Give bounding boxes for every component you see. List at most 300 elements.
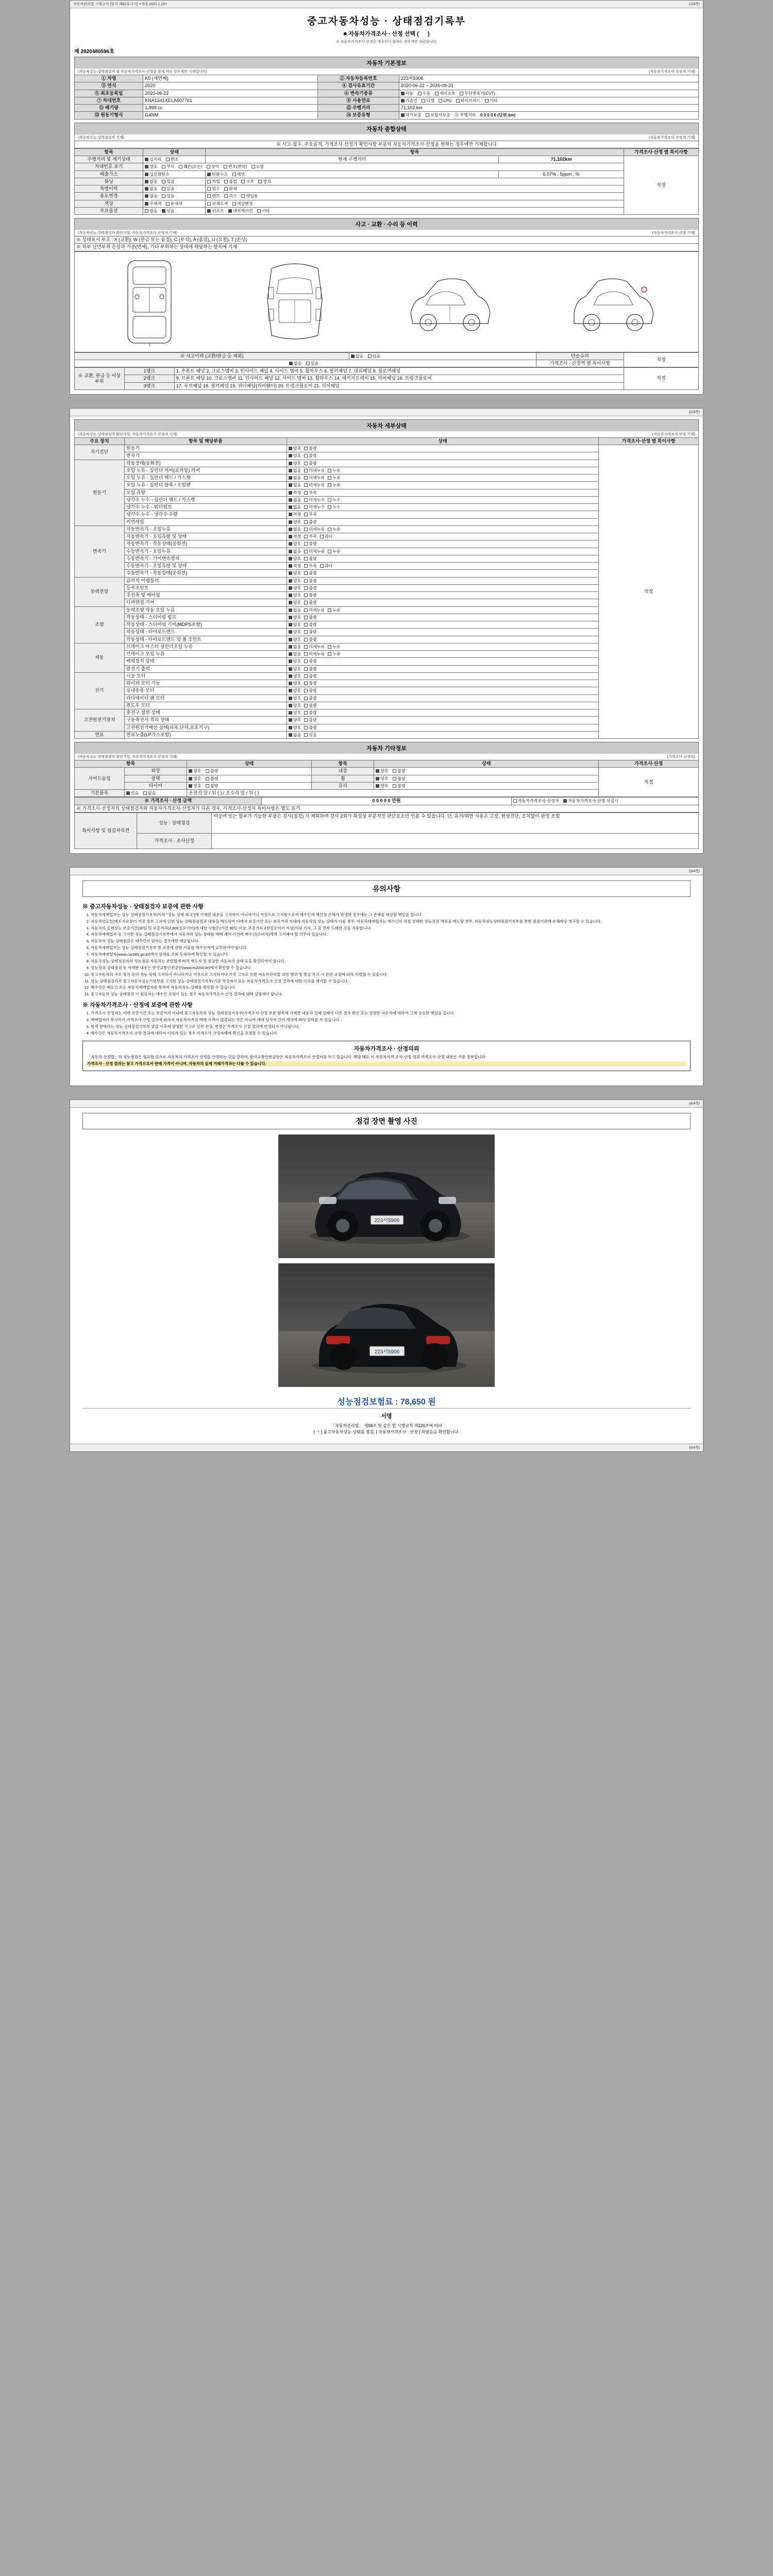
- basic-label-plate: ② 자동차등록번호: [318, 75, 399, 82]
- opt-use-yes[interactable]: 있음: [162, 194, 174, 199]
- option-양호[interactable]: 양호: [289, 615, 301, 620]
- table-row: [75, 163, 699, 171]
- option-미세누유[interactable]: 미세누유: [304, 645, 325, 650]
- opt-co[interactable]: 일산화탄소: [145, 172, 170, 177]
- option-불량[interactable]: 불량: [304, 453, 316, 459]
- option-양호[interactable]: 양호: [289, 667, 301, 672]
- overall-row-color-label: 색상: [75, 200, 143, 207]
- detail-item-label: 수동변속기 - 기어변속장치: [124, 555, 287, 562]
- option-없음[interactable]: 없음: [289, 468, 301, 473]
- checkbox-icon: [241, 194, 245, 198]
- opt-navigation[interactable]: 내비게이션: [228, 209, 253, 214]
- option-없음[interactable]: 없음: [289, 498, 301, 503]
- option-양호[interactable]: 양호: [289, 593, 301, 598]
- checkbox-icon: [304, 711, 308, 715]
- checkbox-icon: [304, 659, 308, 663]
- option-불량[interactable]: 불량: [304, 703, 316, 708]
- option-불량[interactable]: 불량: [304, 696, 316, 701]
- memo-key-1: 성능 · 상태점검: [137, 812, 212, 833]
- opt-achromatic[interactable]: 무채색: [145, 201, 161, 207]
- option-양호[interactable]: 양호: [289, 659, 301, 664]
- option-누수[interactable]: 누수: [328, 498, 340, 503]
- opt-vin-modified[interactable]: 변조(변타): [224, 164, 247, 170]
- basic-sub-right: (자동차가격조사·산정자 기재): [648, 70, 695, 74]
- checkbox-icon: [393, 784, 396, 788]
- option-불량[interactable]: 불량: [304, 615, 316, 620]
- option-양호[interactable]: 양호: [289, 541, 301, 547]
- option-불량[interactable]: 불량: [304, 710, 316, 716]
- option-양호[interactable]: 양호: [289, 703, 301, 708]
- opt-wheel-good[interactable]: 양호: [376, 776, 388, 782]
- document-number-row: [70, 46, 703, 57]
- option-과다[interactable]: 과다: [320, 534, 332, 539]
- option-양호[interactable]: 양호: [289, 600, 301, 605]
- option-불량[interactable]: 불량: [304, 725, 316, 731]
- checkbox-icon: [289, 498, 292, 502]
- option-부족[interactable]: 부족: [304, 534, 316, 539]
- price-summary-note: ※ 가격조사·산정자의 상태점검자와 자동차가격조사·산정자가 다른 경우, 가격조사·산정자 특이사항은 별도 표기: [75, 805, 699, 812]
- list-item: 3. 자동차의 실제성능 보증기간(30일 및 보증거리(2,000킬로미터)에 대한 사항은(기간 30일 이상, 보증거리 2천킬로미터 이상)이내 거리, 그 중 먼저 도래한 것을 적용합니다.: [91, 926, 691, 931]
- option-불량[interactable]: 불량: [304, 541, 316, 547]
- option-누유[interactable]: 누유: [328, 476, 340, 481]
- checkbox-icon: [289, 733, 292, 737]
- opt-lpg[interactable]: LPG: [439, 98, 451, 104]
- detail-item-options: [287, 717, 599, 724]
- option-있음[interactable]: 있음: [304, 733, 316, 738]
- detail-item-options: [287, 687, 599, 694]
- detail-item-options: [287, 643, 599, 650]
- frame-price-note: 적정: [624, 368, 698, 390]
- checkbox-icon: [304, 608, 308, 612]
- option-불량[interactable]: 불량: [304, 446, 316, 451]
- option-불량[interactable]: 불량: [304, 681, 316, 686]
- option-불량[interactable]: 불량: [304, 667, 316, 672]
- table-row: [75, 112, 699, 119]
- memo-title: 특이사항 및 점검자의견: [75, 812, 137, 849]
- option-누유[interactable]: 누유: [328, 652, 340, 657]
- option-미세누유[interactable]: 미세누유: [304, 468, 325, 473]
- opt-real-mileage[interactable]: 실거리: [145, 157, 161, 162]
- option-미세누유[interactable]: 미세누유: [304, 527, 325, 532]
- overall-row-emission-opts: [143, 171, 206, 178]
- checkbox-icon: [304, 462, 308, 465]
- opt-tuning-none[interactable]: 없음: [145, 179, 157, 184]
- opt-sunroof[interactable]: 선루프: [207, 209, 224, 214]
- section-overall-subnote: [74, 134, 699, 141]
- detail-col-3: 가격조사·산정 별 특이사항: [599, 437, 699, 445]
- price-summary-unit: 0 0 0 0 0 만원: [262, 798, 511, 805]
- memo-value-1[interactable]: 비공여 또는 할부가 기능한 부품은 검사(점검) 시 제외하며 검사 2회가 특성상 부분적인 판단요소인 인용 수 있습니다. 단, 유지/위반 사용은 고장, 현상진단, 조치없이 판정 포함: [212, 812, 699, 833]
- car-top-svg: [256, 256, 333, 348]
- checkbox-icon: [289, 697, 292, 700]
- option-미세누수[interactable]: 미세누수: [304, 498, 325, 503]
- opt-vin-different[interactable]: 상이: [207, 164, 219, 170]
- option-없음[interactable]: 없음: [289, 527, 301, 532]
- opt-smoke[interactable]: 매연: [232, 172, 245, 177]
- detail-item-label: 커먼레일: [124, 518, 287, 526]
- checkbox-icon: [328, 608, 331, 612]
- detail-sub-left: (자동차성능·상태점검자 확인사항, 자동차가격조사·산정자 기재): [78, 432, 177, 436]
- checkbox-icon: [460, 92, 463, 95]
- option-없음[interactable]: 없음: [289, 483, 301, 488]
- notice-section-1-title: ※ 중고자동차성능 · 상태점검자 보증에 관한 사항: [82, 903, 204, 910]
- opt-accident-yes[interactable]: 있음: [368, 354, 380, 359]
- page-1-topbar: [70, 1, 703, 8]
- detail-item-label: 자동변속기 - 오일유량 및 상태: [124, 533, 287, 540]
- option-양호[interactable]: 양호: [289, 696, 301, 701]
- option-미세누수[interactable]: 미세누수: [304, 505, 325, 510]
- memo-value-2[interactable]: [212, 833, 699, 849]
- option-누수[interactable]: 누수: [328, 505, 340, 510]
- option-불량[interactable]: 불량: [304, 593, 316, 598]
- option-없음[interactable]: 없음: [289, 549, 301, 554]
- option-불량[interactable]: 불량: [304, 571, 316, 576]
- opt-simple-none[interactable]: 없음: [289, 361, 301, 366]
- checkbox-icon: [126, 791, 130, 795]
- option-양호[interactable]: 양호: [289, 681, 301, 686]
- opt-vin-damage[interactable]: 훼손(오손): [179, 164, 202, 170]
- opt-interior-good[interactable]: 양호: [376, 769, 388, 774]
- option-양호[interactable]: 양호: [289, 579, 301, 584]
- section-basic-info-title: 자동차 기본정보: [74, 57, 699, 69]
- option-양호[interactable]: 양호: [289, 688, 301, 693]
- opt-price-not-done[interactable]: 자동차가격조사·산정 미실시: [563, 799, 618, 804]
- opt-basic-no[interactable]: 없음: [143, 791, 156, 796]
- detail-item-label: 고전원전기배선 상태(피복,단자,보호기구): [124, 724, 287, 731]
- opt-tuning-device[interactable]: 장치: [258, 179, 271, 184]
- checkbox-icon: [393, 777, 396, 781]
- checkbox-icon: [304, 594, 308, 597]
- etc-extra-measure: 운전석 앞 / 뒤 ( ) / 조수석 앞 / 뒤 ( ): [187, 790, 598, 797]
- opt-price-surveyor[interactable]: 자동차가격조사·산정자: [513, 799, 559, 804]
- detail-item-options: [287, 665, 599, 672]
- section-etc-subnote: [74, 754, 699, 760]
- checkbox-icon: [304, 447, 308, 450]
- option-불량[interactable]: 불량: [304, 579, 316, 584]
- option-불량[interactable]: 불량: [304, 718, 316, 723]
- overall-row-mileage-label: 주행거리 및 계기상태: [75, 156, 143, 163]
- option-양호[interactable]: 양호: [289, 622, 301, 628]
- option-없음[interactable]: 없음: [289, 733, 301, 738]
- checkbox-icon: [289, 557, 292, 561]
- opt-commercial[interactable]: 영업용: [241, 194, 258, 199]
- option-불량[interactable]: 불량: [304, 688, 316, 693]
- detail-item-options: [287, 467, 599, 474]
- etc-row-basic-label: 기본품목: [75, 790, 125, 797]
- etc-row-glass-opts: [374, 782, 599, 789]
- opt-altered[interactable]: 변조: [166, 157, 178, 162]
- option-불량[interactable]: 불량: [304, 600, 316, 605]
- opt-rent[interactable]: 렌트: [207, 194, 220, 199]
- opt-self-warranty[interactable]: 자가보증: [401, 113, 422, 118]
- opt-option-none[interactable]: 없음: [145, 209, 157, 214]
- opt-tuning-yes[interactable]: 있음: [162, 179, 174, 184]
- opt-manual[interactable]: 수동: [418, 91, 430, 96]
- detail-item-label: 클러치 어셈블리: [124, 577, 287, 584]
- page-number-2: (2/4쪽): [688, 410, 700, 414]
- option-양호[interactable]: 양호: [289, 461, 301, 466]
- option-양호[interactable]: 양호: [289, 637, 301, 642]
- opt-gasoline[interactable]: 가솔린: [401, 98, 417, 104]
- section-accident-title: 사고 · 교환 · 수리 등 이력: [74, 218, 699, 230]
- detail-item-options: [287, 563, 599, 570]
- opt-lease[interactable]: 리스: [224, 194, 237, 199]
- opt-semiauto[interactable]: 세미오토: [435, 91, 456, 96]
- opt-color-change[interactable]: 색상변경: [232, 201, 253, 207]
- notice-section-2-list: [91, 1011, 691, 1037]
- form-reference: 자동차관리법 시행규칙 [별지 제82호서식] <개정 2021.1.15>: [73, 3, 167, 6]
- option-적정[interactable]: 적정: [289, 534, 301, 539]
- option-부족[interactable]: 부족: [304, 512, 316, 517]
- opt-glass-good[interactable]: 양호: [376, 784, 388, 789]
- opt-insurer-warranty[interactable]: 보험사보증: [426, 113, 450, 118]
- opt-accident-none[interactable]: 없음: [351, 354, 363, 359]
- option-양호[interactable]: 양호: [289, 520, 301, 525]
- opt-simple-yes[interactable]: 있음: [306, 361, 318, 366]
- opt-diesel[interactable]: 디젤: [422, 98, 434, 104]
- option-불량[interactable]: 불량: [304, 520, 316, 525]
- option-부족[interactable]: 부족: [304, 564, 316, 569]
- overall-row-usechange-label: 용도변경: [75, 193, 143, 200]
- checkbox-icon: [166, 158, 170, 161]
- option-양호[interactable]: 양호: [289, 556, 301, 562]
- opt-basic-yes[interactable]: 있음: [126, 791, 139, 796]
- detail-item-label: 와이퍼 모터 기능: [124, 680, 287, 687]
- option-없음[interactable]: 없음: [289, 645, 301, 650]
- opt-glass-bad[interactable]: 불량: [393, 784, 405, 789]
- option-누유[interactable]: 누유: [328, 549, 340, 554]
- opt-tuning-illegal[interactable]: 불법: [224, 179, 237, 184]
- section-overall-title: 자동차 종합상태: [74, 123, 699, 134]
- checkbox-icon: [328, 652, 331, 656]
- option-불량[interactable]: 불량: [304, 586, 316, 591]
- checkbox-icon: [304, 513, 308, 516]
- opt-exterior-good[interactable]: 양호: [189, 769, 201, 774]
- option-양호[interactable]: 양호: [289, 674, 301, 679]
- table-row: [75, 798, 699, 805]
- table-row: [75, 82, 699, 90]
- detail-item-label: 실내송풍 모터: [124, 687, 287, 694]
- option-불량[interactable]: 불량: [304, 556, 316, 562]
- checkbox-icon: [289, 667, 292, 671]
- option-누유[interactable]: 누유: [328, 645, 340, 650]
- accident-history-label: ※ 사고이력 (교환/판금 등 제외): [75, 352, 349, 360]
- option-미세누유[interactable]: 미세누유: [304, 652, 325, 657]
- checkbox-icon: [306, 362, 310, 365]
- etc-row-exterior-opts: [187, 768, 311, 775]
- inspection-photo-front: [278, 1134, 495, 1258]
- checkbox-icon: [304, 528, 308, 531]
- opt-full-paint[interactable]: 전체도색: [207, 201, 228, 207]
- option-없음[interactable]: 없음: [289, 476, 301, 481]
- opt-history-yes[interactable]: 있음: [162, 187, 174, 192]
- option-양호[interactable]: 양호: [289, 571, 301, 576]
- option-불량[interactable]: 불량: [304, 461, 316, 466]
- checkbox-icon: [228, 209, 232, 213]
- footer-legal-1: 「자동차관리법」 제58조 및 같은 법 시행규칙 제120조에 따라: [330, 1423, 443, 1429]
- detail-group-label: 변속기: [75, 526, 125, 577]
- page-number-4-bottom: (4/4쪽): [688, 1446, 700, 1450]
- list-item: 10. 중고자동차의 구조·장치 등의 성능·상태 고지하지 아니하거나 거짓으로 고지하거나 거짓 고지로 인한 자동차관리법 위반 행위 및 벌금 부과 시 관련 규정에 따라 처벌할 수 있습니다.: [91, 972, 691, 978]
- detail-group-label: 전기: [75, 672, 125, 709]
- table-row: [75, 768, 699, 775]
- option-적정[interactable]: 적정: [289, 564, 301, 569]
- overall-row-history-label: 특별이력: [75, 185, 143, 193]
- basic-value-year: 2020: [143, 82, 318, 90]
- etc-col-1: 상태: [187, 760, 311, 768]
- checkbox-icon: [258, 180, 262, 183]
- opt-vin-good[interactable]: 양호: [145, 164, 157, 170]
- option-누유[interactable]: 누유: [328, 608, 340, 613]
- option-누유[interactable]: 누유: [328, 527, 340, 532]
- checkbox-icon: [328, 505, 331, 509]
- opt-vin-erased[interactable]: 도말: [251, 164, 264, 170]
- checkbox-icon: [145, 202, 148, 206]
- accident-legend-1: ※ 상태표시 부호 : X (교환), W (판금 또는 용접), C (부식), A (흠집), U (요철), T (손상): [75, 236, 699, 244]
- detail-item-label: 자동변속기 - 오일누유: [124, 526, 287, 533]
- checkbox-icon: [207, 187, 211, 191]
- basic-label-displacement: ⑪ 배기량: [75, 105, 143, 112]
- detail-item-options: [287, 511, 599, 518]
- checkbox-icon: [393, 769, 396, 773]
- overall-status-table: [74, 148, 699, 215]
- option-양호[interactable]: 양호: [289, 725, 301, 731]
- detail-item-label: 발전기 출력: [124, 665, 287, 672]
- basic-value-engine: G4NM: [143, 112, 318, 119]
- opt-vin-corrosion[interactable]: 부식: [162, 164, 174, 170]
- table-header-row: [75, 148, 699, 156]
- option-적정[interactable]: 적정: [289, 490, 301, 496]
- opt-fire[interactable]: 화재: [224, 187, 237, 192]
- option-불량[interactable]: 불량: [304, 630, 316, 635]
- list-item: 6. 자동차매매업자는 성능·상태점검기록부 및 보증에 관한 서류를 매수인에게 교부하여야 합니다.: [91, 945, 691, 951]
- list-item: 1. 가격조사·산정자는 이에 보증기간 또는 보증거리 이내에 중고자동차의 성능·상태점검기록부(가격조사·산정 부분 항목에 기재한 내용과 실제 상태가 다른 경우 확인 또는 점검한 자동차에 대하여 그에 상응한 책임을 집니다.: [91, 1011, 691, 1016]
- option-누유[interactable]: 누유: [328, 468, 340, 473]
- option-없음[interactable]: 없음: [289, 505, 301, 510]
- detail-item-options: [287, 599, 599, 606]
- overall-row-tuning-label: 튜닝: [75, 178, 143, 185]
- option-양호[interactable]: 양호: [289, 446, 301, 451]
- option-불량[interactable]: 불량: [304, 637, 316, 642]
- detail-item-options: [287, 445, 599, 452]
- accident-sub-right: (자동차가격조사·산정 기재): [652, 231, 695, 235]
- option-불량[interactable]: 불량: [304, 659, 316, 664]
- checkbox-icon: [289, 689, 292, 692]
- checkbox-icon: [224, 187, 228, 191]
- framebox-title: 자동차가격조사 · 산정의뢰: [354, 1045, 419, 1052]
- opt-tuning-structure[interactable]: 구조: [241, 179, 254, 184]
- opt-wheel-bad[interactable]: 불량: [393, 776, 405, 782]
- detail-item-options: [287, 452, 599, 460]
- detail-item-options: [287, 658, 599, 665]
- opt-exterior-bad[interactable]: 불량: [206, 769, 218, 774]
- option-불량[interactable]: 불량: [304, 622, 316, 628]
- opt-cvt[interactable]: 무단변속기(CVT): [460, 91, 495, 96]
- overall-row-emission-opts2: [206, 171, 499, 178]
- option-미세누유[interactable]: 미세누유: [304, 608, 325, 613]
- option-불량[interactable]: 불량: [304, 674, 316, 679]
- checkbox-icon: [328, 483, 331, 487]
- opt-flood[interactable]: 침수: [207, 187, 220, 192]
- checkbox-icon: [289, 601, 292, 604]
- option-미세누유[interactable]: 미세누유: [304, 476, 325, 481]
- opt-option-yes[interactable]: 있음: [162, 209, 174, 214]
- option-양호[interactable]: 양호: [289, 718, 301, 723]
- option-미세누유[interactable]: 미세누유: [304, 483, 325, 488]
- checkbox-icon: [304, 564, 308, 568]
- option-누유[interactable]: 누유: [328, 483, 340, 488]
- opt-chromatic[interactable]: 유채색: [166, 201, 182, 207]
- checkbox-icon: [304, 689, 308, 692]
- etc-row-polish-label: 광택: [124, 775, 187, 782]
- opt-history-none[interactable]: 없음: [145, 187, 157, 192]
- section-etc-title: 자동차 기타정보: [74, 742, 699, 754]
- opt-etc[interactable]: 기타: [485, 98, 497, 104]
- opt-polish-good[interactable]: 양호: [189, 776, 201, 782]
- detail-item-options: [287, 526, 599, 533]
- basic-value-name: K5 (세번째): [143, 75, 318, 82]
- basic-value-inspection: 2020-06-22 ~ 2026-06-21: [399, 82, 698, 90]
- option-양호[interactable]: 양호: [289, 630, 301, 635]
- overall-col-2: 항목: [206, 148, 624, 156]
- table-row: [75, 445, 699, 452]
- opt-option-etc[interactable]: 기타: [257, 209, 270, 214]
- checkbox-icon: [241, 180, 245, 183]
- option-양호[interactable]: 양호: [289, 586, 301, 591]
- document-note: ※ 자동차가격조사·산정은 매수인이 원하는 경우에만 제공합니다.: [335, 40, 438, 44]
- table-header-row: [75, 760, 699, 768]
- option-부족[interactable]: 부족: [304, 490, 316, 496]
- option-적정[interactable]: 적정: [289, 512, 301, 517]
- opt-tuning-legal[interactable]: 적법: [207, 179, 220, 184]
- checkbox-icon: [206, 777, 209, 781]
- option-없음[interactable]: 없음: [289, 652, 301, 657]
- option-미세누유[interactable]: 미세누유: [304, 549, 325, 554]
- opt-tire-bad[interactable]: 불량: [206, 784, 218, 789]
- option-양호[interactable]: 양호: [289, 453, 301, 459]
- opt-tire-good[interactable]: 양호: [189, 784, 201, 789]
- detail-item-options: [287, 489, 599, 496]
- option-없음[interactable]: 없음: [289, 608, 301, 613]
- opt-use-none[interactable]: 없음: [145, 194, 157, 199]
- checkbox-icon: [304, 476, 308, 480]
- opt-interior-bad[interactable]: 불량: [393, 769, 405, 774]
- svg-text:223서5906: 223서5906: [374, 1218, 400, 1224]
- frame-rank-3: 3랭크: [124, 382, 174, 389]
- table-row: [75, 75, 699, 82]
- option-과다[interactable]: 과다: [320, 564, 332, 569]
- detail-item-options: [287, 548, 599, 555]
- basic-value-transmission: [399, 90, 698, 97]
- checkbox-icon: [289, 469, 292, 472]
- checkbox-icon: [289, 528, 292, 531]
- checkbox-icon: [435, 92, 439, 95]
- checkbox-icon: [289, 718, 292, 722]
- basic-label-firstreg: ⑤ 최초등록일: [75, 90, 143, 97]
- checkbox-icon: [304, 601, 308, 604]
- detail-group-label: 원동기: [75, 460, 125, 526]
- checkbox-icon: [304, 571, 308, 575]
- opt-polish-bad[interactable]: 불량: [206, 776, 218, 782]
- opt-auto[interactable]: 자동: [401, 91, 413, 96]
- etc-row-wheel-opts: [374, 775, 599, 782]
- opt-hybrid[interactable]: 하이브리드: [456, 98, 481, 104]
- basic-label-vin: ⑦ 차대번호: [75, 97, 143, 104]
- opt-hc[interactable]: 탄화수소: [207, 172, 228, 177]
- footer-legal-2: [ ㄱ ] 중고자동차성능·상태를 점검, [ 자동차가격조사 · 산정 ] 하였음을 확인합니다.: [313, 1430, 460, 1435]
- checkbox-icon: [320, 564, 324, 568]
- option-양호[interactable]: 양호: [289, 710, 301, 716]
